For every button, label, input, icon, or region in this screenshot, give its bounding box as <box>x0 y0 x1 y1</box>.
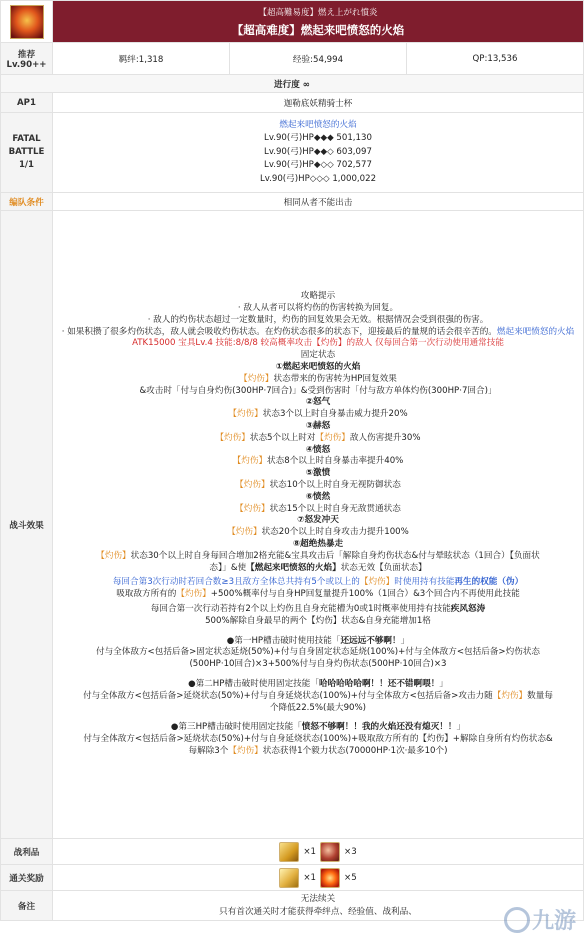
clear-reward-label: 通关奖励 <box>1 865 53 891</box>
state-text: 状态10个以上时自身无视防御状态 <box>269 480 401 490</box>
strategy-hint <box>57 327 579 339</box>
burn-tag: 【灼伤】 <box>492 690 528 701</box>
skill-text: ●第三HP槽击破时使用固定技能「 <box>170 722 302 733</box>
watermark <box>504 904 576 935</box>
burn-tag: 【灼伤】 <box>228 745 263 756</box>
qp-value: QP:13,536 <box>407 43 584 75</box>
clear-reward-list <box>53 865 584 891</box>
enemy-entry: Lv.90(弓)HP◆◆◇ 603,097 <box>264 146 372 157</box>
enemy-list <box>53 113 584 193</box>
clear-reward-row <box>1 865 584 891</box>
enemy-entry: Lv.90(弓)HP◆◆◆ 501,130 <box>264 133 372 144</box>
burn-tag: 【灼伤】 <box>228 409 263 420</box>
watermark-text: 九游 <box>531 909 576 934</box>
recommend-label: 推荐 <box>17 49 36 60</box>
skill-text: 」 <box>439 678 448 689</box>
burn-tag: 【灼伤】 <box>239 373 274 384</box>
state-desc <box>57 551 579 563</box>
wave-label: 1/1 <box>18 160 35 170</box>
burn-tag: 【灼伤】 <box>235 503 270 514</box>
level-label: Lv.90++ <box>6 59 47 70</box>
skill-text: 每回合第3次行动时若回合数≥3且敌方全体总共持有5个或以上的 <box>112 577 360 588</box>
reward-count: ×1 <box>303 872 316 883</box>
state-title: ⑤激愤 <box>305 468 331 479</box>
state-title: ⑥愤然 <box>305 491 331 502</box>
gauge-break-desc: (500HP·10回合)×3+500%付与自身灼伤状态(500HP·10回合)×3 <box>189 659 447 670</box>
quest-title: 【超高难度】燃起来吧愤怒的火焰 <box>231 22 405 37</box>
enemy-entry: Lv.90(弓)HP◆◇◇ 702,577 <box>264 160 372 171</box>
quest-header-row <box>1 1 584 43</box>
formation-row <box>1 193 584 211</box>
state-text: 敌人伤害提升30% <box>349 432 421 443</box>
gauge-break-title <box>57 636 579 648</box>
state-text: 状态20个以上时自身攻击力提升100% <box>261 527 409 538</box>
gold-material-icon[interactable] <box>279 842 299 862</box>
skill-name: 愤怒不够啊！！我的火焰还没有熄灭！！ <box>301 722 457 733</box>
skill-text: 数量每 <box>527 690 553 701</box>
gauge-break-desc: 付与全体敌方<包括后备>固定状态延烧(50%)+付与自身固定状态延烧(100%)+付与全体敌方<包括后备>灼伤状态 <box>95 647 541 658</box>
state-text: 状态8个以上时自身暴击率提升40% <box>267 456 404 467</box>
skill-text: 每解除3个 <box>188 745 229 756</box>
skill-trigger <box>57 577 579 589</box>
burn-tag: 【灼伤】 <box>96 550 131 561</box>
battle-effect-row <box>1 211 584 839</box>
state-desc: &攻击时「付与自身灼伤(300HP·7回合)」&受到伤害时「付与敌方单体灼伤(300HP·7回合)」 <box>139 385 497 396</box>
state-desc <box>57 409 579 421</box>
gauge-break-desc: 付与全体敌方<包括后备>延烧状态(50%)+付与自身延烧状态(100%)+吸取敌方所有的【灼伤】+解除自身所有灼伤状态& <box>83 734 553 745</box>
battle-label: BATTLE <box>8 147 45 157</box>
skill-text: 」 <box>400 635 410 646</box>
notes-label: 备注 <box>1 891 53 921</box>
recommend-level-label <box>1 43 53 75</box>
bond-value: 羁绊:1,318 <box>53 43 230 75</box>
skill-text: 吸取敌方所有的 <box>116 589 177 600</box>
enemy-link[interactable]: 燃起来吧愤怒的火焰 <box>496 326 575 337</box>
strategy-hint: · 敌人的灼伤状态超过一定数量时，灼伤的回复效果会无效。根据情况会受到很强的伤害。 <box>147 314 489 325</box>
gauge-break-desc <box>57 691 579 703</box>
formation-value: 相同从者不能出击 <box>53 193 584 211</box>
ember-icon[interactable] <box>320 868 340 888</box>
fatal-battle-label <box>1 113 53 193</box>
exp-value: 经验:54,994 <box>230 43 407 75</box>
state-text: 态】」&使 <box>209 562 247 573</box>
fatal-label: FATAL <box>12 134 41 144</box>
gauge-break-title <box>57 679 579 691</box>
burn-tag: 【灼伤】 <box>215 432 250 443</box>
state-title: ①燃起来吧愤怒的火焰 <box>275 362 361 373</box>
gauge-break-desc <box>57 746 579 758</box>
burn-tag: 【灼伤】 <box>176 589 211 600</box>
state-title: ⑦怒发冲天 <box>297 515 339 526</box>
state-desc <box>57 563 579 575</box>
ap-row <box>1 93 584 113</box>
burn-tag: 【灼伤】 <box>235 480 270 490</box>
ticket-icon[interactable] <box>279 868 299 888</box>
gauge-break-title <box>57 722 579 734</box>
burn-tag: 【灼伤】 <box>359 577 395 588</box>
skill-desc <box>57 589 579 601</box>
burn-tag: 【灼伤】 <box>232 456 268 467</box>
state-desc <box>57 456 579 468</box>
skill-text: 时使用持有技能 <box>394 577 455 588</box>
state-desc <box>57 527 579 539</box>
state-title: ⑧超绝热暴走 <box>292 538 344 549</box>
battle-effect-label: 战斗效果 <box>1 211 53 839</box>
watermark-logo-icon <box>504 907 530 933</box>
state-text: 状态30个以上时自身每回合增加2格充能&宝具攻击后「解除自身灼伤状态&付与晕眩状态（1回合）【负面状 <box>130 550 540 561</box>
skill-text: ●第一HP槽击破时使用技能「 <box>226 635 341 646</box>
state-desc <box>57 374 579 386</box>
state-text: 状态带来的伤害转为HP回复效果 <box>273 373 397 384</box>
meat-material-icon[interactable] <box>320 842 340 862</box>
strategy-hint: · 敌人从者可以将灼伤的伤害转换为回复。 <box>237 303 399 314</box>
skill-name: 再生的权能（伪） <box>454 577 524 588</box>
note-line: 无法续关 <box>300 893 336 904</box>
note-line: 只有首次通关时才能获得牵绊点、经验值、战利品、 <box>219 906 417 917</box>
state-title: ④愤怒 <box>305 444 331 455</box>
fatal-battle-row <box>1 113 584 193</box>
quest-header <box>53 1 584 43</box>
state-text: 【燃起来吧愤怒的火焰】 <box>246 562 341 573</box>
gauge-break-desc: 个降低22.5%(最大90%) <box>269 702 367 713</box>
skill-text: +500%概率付与自身HP回复量提升100%（1回合）&3个回合内不再使用此技能 <box>210 589 520 600</box>
state-text: 状态无效【负面状态】 <box>340 562 427 573</box>
enemy-entry: Lv.90(弓)HP◇◇◇ 1,000,022 <box>259 173 377 184</box>
skill-text: 」 <box>456 722 466 733</box>
quest-subtitle: 【超高難易度】燃え上がれ憤炎 <box>258 7 378 18</box>
skill-text: ●第二HP槽击破时使用固定技能「 <box>188 678 319 689</box>
skill-name: 疾风怒涛 <box>450 603 486 614</box>
burn-tag: 【灼伤】 <box>315 432 350 443</box>
battle-effect-content <box>53 211 584 839</box>
state-text: 状态15个以上时自身无敌贯通状态 <box>269 503 401 514</box>
fixed-state-heading: 固定状态 <box>300 350 336 361</box>
formation-label: 编队条件 <box>1 193 53 211</box>
quest-thumbnail-icon <box>10 5 44 39</box>
enemy-name: 燃起来吧愤怒的火焰 <box>279 119 357 130</box>
stats-row <box>1 43 584 75</box>
drop-count: ×3 <box>344 846 357 857</box>
notes-row <box>1 891 584 921</box>
skill-name: 还远远不够啊！ <box>340 635 401 646</box>
hint-text: · 如果积攒了很多灼伤状态，敌人就会吸收灼伤状态。在灼伤状态很多的状态下，迎接最后的量规的话会很辛苦的。 <box>61 326 497 337</box>
state-desc <box>57 480 579 492</box>
enemy-stats: ATK15000 宝具Lv.4 技能:8/8/8 较高概率攻击【灼伤】的敌人 仅每回合第一次行动使用通常技能 <box>132 338 504 349</box>
state-desc <box>57 504 579 516</box>
burn-tag: 【灼伤】 <box>227 527 262 538</box>
ap-label: AP1 <box>1 93 53 113</box>
skill-text: 状态获得1个毅力状态(70000HP·1次·最多10个) <box>262 745 448 756</box>
drop-count: ×1 <box>303 846 316 857</box>
state-text: 状态5个以上时对 <box>249 432 316 443</box>
state-text: 状态3个以上时自身暴击威力提升20% <box>262 409 408 420</box>
skill-desc: 500%解除自身最早的两个【灼伤】状态&自身充能增加1格 <box>205 615 431 626</box>
skill-text: 每回合第一次行动若持有2个以上灼伤且自身充能槽为0或1时概率使用持有技能 <box>150 603 451 614</box>
drops-list <box>53 839 584 865</box>
reward-count: ×5 <box>344 872 357 883</box>
skill-name: 哈哈哈哈哈啊！！还不错啊喂！ <box>318 678 440 689</box>
skill-text: 付与全体敌方<包括后备>延烧状态(50%)+付与自身延烧状态(100%)+付与全体敌方<包括后备>攻击力随 <box>83 690 493 701</box>
progress-label: 进行度 ∞ <box>1 75 584 93</box>
strategy-heading: 攻略提示 <box>300 291 336 302</box>
state-desc <box>57 433 579 445</box>
skill-trigger <box>57 604 579 616</box>
state-title: ②怒气 <box>305 397 331 408</box>
drops-label: 战利品 <box>1 839 53 865</box>
quest-thumbnail-cell <box>1 1 53 43</box>
state-title: ③赫怒 <box>305 421 331 432</box>
progress-row <box>1 75 584 93</box>
drops-row <box>1 839 584 865</box>
ap-value: 迦勒底妖精骑士杯 <box>53 93 584 113</box>
